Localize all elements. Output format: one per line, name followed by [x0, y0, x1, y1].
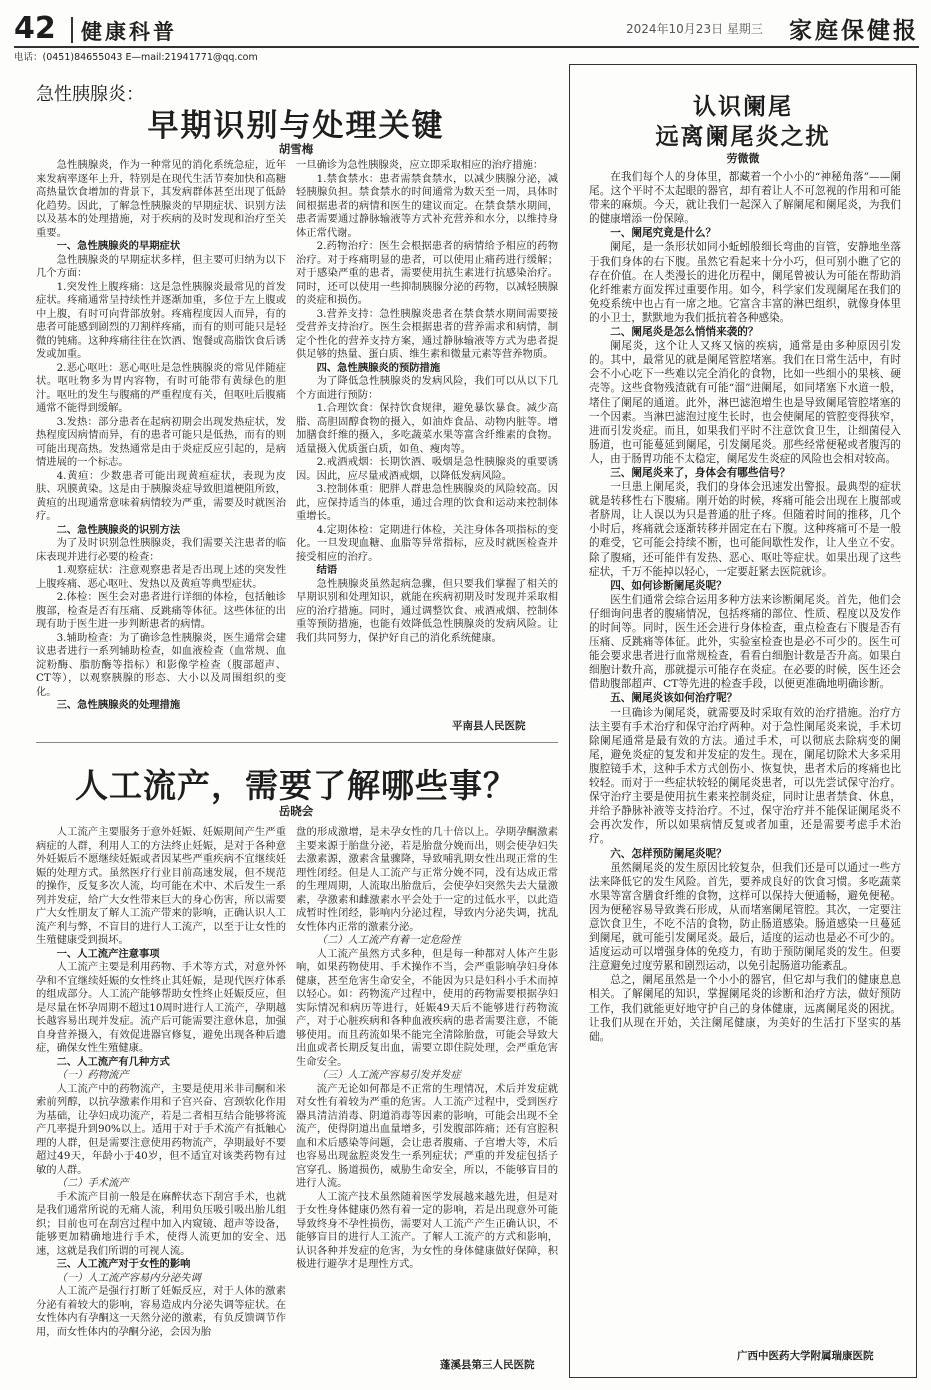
- paragraph: 流产无论如何都是不正常的生理情况，术后并发症就对女性有着较为严重的危害。人工流产过程中，受到医疗器具清洁消毒、阴道消毒等因素的影响，可能会出现不全流产，使得阴道出血量增多，引发腹部阵痛；还有宫腔积血和术后感染等问题，会让患者腹痛、子宫增大等，术后也容易出现盆腔炎发生一系列症状；严重的并发症包括子宫穿孔、肠道损伤，威胁生命安全，所以，不能够盲目的进行人流。: [296, 1082, 558, 1189]
- paragraph: 1.突发性上腹疼痛：这是急性胰腺炎最常见的首发症状。疼痛通常呈持续性并逐渐加重，多位于左上腹或中上腹，有时可向背部放射。疼痛程度因人而异，有的患者可能感到剧烈的刀割样疼痛，而有的则可能只是轻微的钝痛。这种疼痛往往在饮酒、饱餐或高脂饮食后诱发或加重。: [36, 280, 286, 360]
- paragraph: 一旦确诊为急性胰腺炎，应立即采取相应的治疗措施：: [296, 159, 544, 171]
- article2-author: 岳晓会: [278, 804, 314, 818]
- section-heading: 六、怎样预防阑尾炎呢？: [610, 847, 727, 860]
- section-heading: 三、人工流产对于女性的影响: [56, 1258, 191, 1270]
- article3-title-line2: 远离阑尾炎之扰: [655, 123, 831, 150]
- section-heading: 四、如何诊断阑尾炎呢？: [610, 579, 727, 592]
- article-divider: [36, 742, 558, 743]
- section-heading: 一、人工流产注意事项: [56, 947, 160, 960]
- paragraph: 手术流产目前一般是在麻醉状态下刮宫手术，也就是我们通常所说的无痛人流，利用负压吸引吸出胎儿组织；目前也可在刮宫过程中加入内窥镜、超声等设备，能够更加精确地进行手术，使得人流更加的安全、迅速，这就是我们所谓的可视人流。: [36, 1190, 286, 1257]
- paragraph: 3.发热：部分患者在起病初期会出现发热症状，发热程度因病情而异，有的患者可能只是低热，而有的则可能出现高热。发热通常是由于炎症反应引起的，是病情进展的一个标志。: [36, 415, 286, 468]
- paragraph: 2.戒酒戒烟：长期饮酒、吸烟是急性胰腺炎的重要诱因。因此，应尽量戒酒戒烟，以降低发病风险。: [296, 456, 558, 482]
- paragraph: 医生们通常会综合运用多种方法来诊断阑尾炎。首先，他们会仔细询问患者的腹痛情况，包括疼痛的部位、性质、程度以及发作的时间等。同时，医生还会进行身体检查，重点检查右下腹是否有压痛、反跳痛等体征。此外，实验室检查也是必不可少的。医生可能会要求患者进行血常规检查，看看白细胞计数是否升高。如果白细胞计数升高，那就提示可能存在炎症。在必要的时候，医生还会借助腹部超声、CT等先进的检查手段，以便更准确地明确诊断。: [589, 593, 901, 691]
- paragraph: 在我们每个人的身体里，都藏着一个小小的“神秘角落”——阑尾。这个平时不太起眼的器官，却有着让人不可忽视的作用和可能带来的麻烦。今天，就让我们一起深入了解阑尾和阑尾炎，为我们的健康增添一份保障。: [589, 171, 901, 226]
- section-heading: 四、急性胰腺炎的预防措施: [316, 361, 441, 374]
- article2-source: 蓬溪县第三人民医院: [440, 1359, 535, 1371]
- paragraph: 1.观察症状：注意观察患者是否出现上述的突发性上腹疼痛、恶心呕吐、发热以及黄疸等典型症状。: [36, 564, 286, 590]
- paragraph: 虽然阑尾炎的发生原因比较复杂，但我们还是可以通过一些方法来降低它的发生风险。首先，要养成良好的饮食习惯。多吃蔬菜水果等富含膳食纤维的食物，这样可以保持大便通畅，避免便秘。因为便秘容易导致粪石形成，从而堵塞阑尾管腔。其次，一定要注意饮食卫生，不吃不洁的食物，防止肠道感染。肠道感染一旦蔓延到阑尾，就可能引发阑尾炎。最后，适度的运动也是必不可少的。适度运动可以增强身体的免疫力，有助于预防阑尾炎的发生。但要注意避免过度劳累和剧烈运动，以免引起肠道功能紊乱。: [589, 861, 901, 973]
- article3-body: [589, 170, 901, 1344]
- paragraph: 人工流产技术虽然随着医学发展越来越先进，但是对于女性身体健康仍然有着一定的影响，若是出现意外可能导致终身不孕性损伤，需要对人工流产产生正确认识，不能够盲目的进行人工流产。了解人工流产的方式和影响，认识各种并发症的危害，为女性的身体健康做好保障，积极进行避孕才是理性方式。: [296, 1190, 558, 1270]
- article1-column-1: [36, 159, 286, 732]
- article1-source: 平南县人民医院: [452, 720, 526, 732]
- article1-kicker: 急性胰腺炎：: [36, 84, 144, 105]
- issue-date: 2024年10月23日 星期三: [626, 22, 763, 36]
- paragraph: 盘的形成激增，是未孕女性的几十倍以上。孕期孕酮激素主要来源于胎盘分泌，若是胎盘分娩而出，则会使孕妇失去激素源，激素含量骤降，导致哺乳期女性出现正常的生理性闭经。但是人工流产与正常分娩不同，没有达成正常的生理周期，人流取出胎盘后，会使孕妇突然失去大量激素，孕激素和雌激素水平会处于一定的过低水平，以此造成暂时性闭经，影响内分泌过程，导致内分泌失调，扰乱女性体内正常的激素分泌。: [296, 826, 558, 933]
- paragraph: 一旦确诊为阑尾炎，就需要及时采取有效的治疗措施。治疗方法主要有手术治疗和保守治疗两种。对于急性阑尾炎来说，手术切除阑尾通常是最有效的方法。通过手术，可以彻底去除病变的阑尾，避免炎症的复发和并发症的发生。现在，阑尾切除术大多采用腹腔镜手术，这种手术方式创伤小、恢复快，患者术后的疼痛也比较轻。而对于一些症状较轻的阑尾炎患者，可以先尝试保守治疗。保守治疗主要是使用抗生素来控制炎症，同时让患者禁食、休息，并给予静脉补液等支持治疗。不过，保守治疗并不能保证阑尾炎不会再次发作，所以如果病情反复或者加重，还是需要考虑手术治疗。: [589, 706, 901, 846]
- paragraph: 3.控制体重：肥胖人群患急性胰腺炎的风险较高。因此，应保持适当的体重，通过合理的饮食和运动来控制体重增长。: [296, 483, 558, 522]
- paragraph: 急性胰腺炎的早期症状多样，但主要可归纳为以下几个方面：: [36, 253, 286, 279]
- section-heading: 二、急性胰腺炎的识别方法: [56, 523, 181, 536]
- paragraph: 人工流产主要是利用药物、手术等方式，对意外怀孕和不宜继续妊娠的女性终止其妊娠，是现代医疗体系的组成部分。人工流产能够帮助女性终止妊娠反应，但是尽量在怀孕周期不超过10周时进行人工流产，孕期越长越容易出现并发症。流产后可能需要注意休息，加强自身营养摄入，有效促进器官修复，避免出现各种后遗症，确保女性生殖健康。: [36, 961, 286, 1054]
- subsection-heading: （一）药物流产: [56, 1069, 129, 1081]
- section-heading: 二、阑尾炎是怎么悄悄来袭的？: [610, 326, 759, 339]
- paragraph: 2.恶心呕吐：恶心呕吐是急性胰腺炎的常见伴随症状。呕吐物多为胃内容物，有时可能带有黄绿色的胆汁。呕吐的发生与腹痛的严重程度有关，但呕吐后腹痛通常不能得到缓解。: [36, 361, 286, 414]
- article2-column-2: [296, 826, 558, 1356]
- paragraph: 2.体检：医生会对患者进行详细的体检，包括触诊腹部，检查是否有压痛、反跳痛等体征。这些体征的出现有助于医生进一步判断患者的病情。: [36, 591, 286, 630]
- article1-author: 胡雪梅: [278, 142, 314, 156]
- article1-title: 早期识别与处理关键: [147, 108, 445, 144]
- paragraph: 3.营养支持：急性胰腺炎患者在禁食禁水期间需要接受营养支持治疗。医生会根据患者的营养需求和病情，制定个性化的营养支持方案，通过静脉输液等方式为患者提供足够的热量、蛋白质、维生素和微量元素等营养物质。: [296, 307, 558, 360]
- article2-title: 人工流产，需要了解哪些事？: [75, 766, 517, 805]
- article3-source: 广西中医药大学附属瑞康医院: [737, 1350, 874, 1362]
- subsection-heading: （二）人工流产有着一定危险性: [316, 934, 461, 946]
- paragraph: 阑尾炎，这个让人又疼又恼的疾病，通常是由多种原因引发的。其中，最常见的就是阑尾管腔堵塞。我们在日常生活中，有时会不小心吃下一些难以完全消化的食物，比如一些细小的果核、硬壳等。这些食物残渣就有可能“溜”进阑尾，如同堵塞下水道一般，堵住了阑尾的通道。此外，淋巴滤泡增生也是导致阑尾管腔堵塞的一个因素。当淋巴滤泡过度生长时，也会使阑尾的管腔变得狭窄，进而引发炎症。而且，如果我们平时不注意饮食卫生，让细菌侵入肠道，也可能蔓延到阑尾，引发阑尾炎。那些经常便秘或者腹泻的人，由于肠胃功能不太稳定，阑尾发生炎症的风险也会相对较高。: [589, 340, 901, 465]
- subsection-heading: （二）手术流产: [56, 1177, 129, 1189]
- article3-title-line1: 认识阑尾: [693, 93, 793, 120]
- subsection-heading: （三）人工流产容易引发并发症: [316, 1069, 461, 1081]
- article3-author: 劳微微: [726, 152, 760, 165]
- masthead-divider: [71, 17, 73, 43]
- paragraph: 2.药物治疗：医生会根据患者的病情给予相应的药物治疗。对于疼痛明显的患者，可以使用止痛药进行缓解；对于感染严重的患者，需要使用抗生素进行抗感染治疗。同时，还可以使用一些抑制胰腺分泌的药物，以减轻胰腺的炎症和损伤。: [296, 240, 558, 306]
- paragraph: 4.黄疸：少数患者可能出现黄疸症状，表现为皮肤、巩膜黄染。这是由于胰腺炎症导致胆道梗阻所致，黄疸的出现通常意味着病情较为严重，需要及时就医治疗。: [36, 469, 286, 522]
- newspaper-name: 家庭保健报: [789, 17, 919, 44]
- paragraph: 1.合理饮食：保持饮食规律，避免暴饮暴食。减少高脂、高胆固醇食物的摄入，如油炸食品、动物内脏等。增加膳食纤维的摄入，多吃蔬菜水果等富含纤维素的食物。适量摄入优质蛋白质，如鱼、瘦肉等。: [296, 402, 558, 455]
- section-heading: 三、急性胰腺炎的处理措施: [56, 699, 181, 711]
- paragraph: 3.辅助检查：为了确诊急性胰腺炎，医生通常会建议患者进行一系列辅助检查，如血液检查（血常规、血淀粉酶、脂肪酶等指标）和影像学检查（腹部超声、CT等），以观察胰腺的形态、大小以及周围组织的变化。: [36, 631, 286, 698]
- masthead-rule: [14, 46, 919, 48]
- paragraph: 一旦患上阑尾炎，我们的身体会迅速发出警报。最典型的症状就是转移性右下腹痛。刚开始的时候，疼痛可能会出现在上腹部或者脐周，让人误以为只是普通的肚子疼。但随着时间的推移，几个小时后，疼痛就会逐渐转移并固定在右下腹。这种疼痛可不是一般的难受，它可能会持续不断，也可能间歇性发作，让人坐立不安。除了腹痛，还可能伴有发热、恶心、呕吐等症状。如果出现了这些症状，千万不能掉以轻心，一定要赶紧去医院就诊。: [589, 481, 901, 578]
- section-heading: 三、阑尾炎来了，身体会有哪些信号？: [610, 466, 791, 479]
- section-heading: 二、人工流产有几种方式: [56, 1055, 170, 1068]
- contact-line: 电话：(0451)84655043 E—mail:21941771@qq.com: [14, 52, 258, 63]
- paragraph: 人工流产中的药物流产，主要是使用米非司酮和米索前列醇，以抗孕激素作用和子宫兴奋、宫颈软化作用为基础，让孕妇成功流产，若是二者相互结合能够将流产几率提升到90%以上。适用于对于手术流产有抵触心理的人群，但是需要注意使用药物流产，孕期最好不要超过49天，年龄小于40岁，但不适宜对该类药物有过敏的人群。: [36, 1082, 286, 1176]
- masthead: [14, 12, 919, 46]
- subsection-heading: （一）人工流产容易内分泌失调: [56, 1271, 201, 1284]
- paragraph: 人工流产主要服务于意外妊娠、妊娠期间产生严重病症的人群，利用人工的方法终止妊娠，是对于各种意外妊娠后不愿继续妊娠或者因某些严重疾病不宜继续妊娠的处理方式。虽然医疗行业目前高速发展，但不规范的操作，反复多次人流，均可能在术中、术后发生一系列并发症，给广大女性带来巨大的身心伤害，所以需要广大女性朋友了解人工流产带来的影响，正确认识人工流产利与弊，不盲目的进行人工流产，以至于让女性的生殖健康受到损坏。: [36, 826, 286, 946]
- paragraph: 总之，阑尾虽然是一个小小的器官，但它却与我们的健康息息相关。了解阑尾的知识，掌握阑尾炎的诊断和治疗方法，做好预防工作，我们就能更好地守护自己的身体健康，远离阑尾炎的困扰。让我们从现在开始，关注阑尾健康，为美好的生活打下坚实的基础。: [589, 974, 901, 1043]
- article2-column-1: [36, 826, 286, 1380]
- paragraph: 为了及时识别急性胰腺炎，我们需要关注患者的临床表现并进行必要的检查：: [36, 537, 286, 563]
- paragraph: 4.定期体检：定期进行体检，关注身体各项指标的变化。一旦发现血糖、血脂等异常指标，应及时就医检查并接受相应的治疗。: [296, 523, 558, 563]
- paragraph: 1.禁食禁水：患者需禁食禁水，以减少胰腺分泌，减轻胰腺负担。禁食禁水的时间通常为数天至一周，具体时间根据患者的病情和医生的建议而定。在禁食禁水期间，患者需要通过静脉输液等方式补充营养和水分，以维持身体正常代谢。: [296, 172, 558, 239]
- page-number: 42: [14, 11, 56, 46]
- paragraph: 急性胰腺炎，作为一种常见的消化系统急症，近年来发病率逐年上升，特别是在现代生活节奏加快和高糖高热量饮食增加的背景下，其发病群体甚至出现了低龄化趋势。因此，了解急性胰腺炎的早期症状、识别方法以及基本的处理措施，对于疾病的及时发现和治疗至关重要。: [36, 159, 286, 239]
- section-title: 健康科普: [81, 19, 177, 44]
- paragraph: 人工流产是强行打断了妊娠反应，对于人体的激素分泌有着较大的影响，容易造成内分泌失调等症状。在女性体内有孕酮这一天然分泌的激素，有负反馈调节作用，而女性体内的孕酮分泌，会因为胎: [36, 1285, 286, 1338]
- section-heading: 结语: [316, 564, 338, 576]
- paragraph: 人工流产虽然方式多种，但是每一种都对人体产生影响，如果药物使用、手术操作不当，会严重影响孕妇身体健康，甚至危害生命安全，不能因为只是妇科小手术而掉以轻心。如：药物流产过程中，使用的药物需要根据孕妇实际情况和病历等进行，妊娠49天后不能够进行药物流产，对于心脏疾病和各种血液疾病的患者需要注意，不能够使用。而且药流如果不能完全清除胎盘，可能会导致大出血或者长期反复出血，需要立即住院处理，会严重危害生命安全。: [296, 947, 558, 1068]
- section-heading: 五、阑尾炎该如何治疗呢？: [610, 692, 738, 705]
- article1-column-2: [296, 159, 558, 719]
- paragraph: 阑尾，是一条形状如同小蚯蚓般细长弯曲的盲管，安静地坐落于我们身体的右下腹。虽然它看起来十分小巧，但可别小瞧了它的存在价值。在人类漫长的进化历程中，阑尾曾被认为可能在帮助消化纤维素方面发挥过重要作用。如今，科学家们发现阑尾在我们的免疫系统中也占有一席之地。它富含丰富的淋巴组织，就像身体里的小卫士，默默地为我们抵抗着各种感染。: [589, 241, 901, 324]
- paragraph: 为了降低急性胰腺炎的发病风险，我们可以从以下几个方面进行预防：: [296, 375, 558, 401]
- paragraph: 急性胰腺炎虽然起病急骤，但只要我们掌握了相关的早期识别和处理知识，就能在疾病初期及时发现并采取相应的治疗措施。同时，通过调整饮食、戒酒戒烟、控制体重等预防措施，也能有效降低急性胰腺炎的发病风险。让我们共同努力，保护好自己的消化系统健康。: [296, 577, 558, 644]
- section-heading: 一、急性胰腺炎的早期症状: [56, 240, 181, 252]
- section-heading: 一、阑尾究竟是什么？: [610, 227, 717, 240]
